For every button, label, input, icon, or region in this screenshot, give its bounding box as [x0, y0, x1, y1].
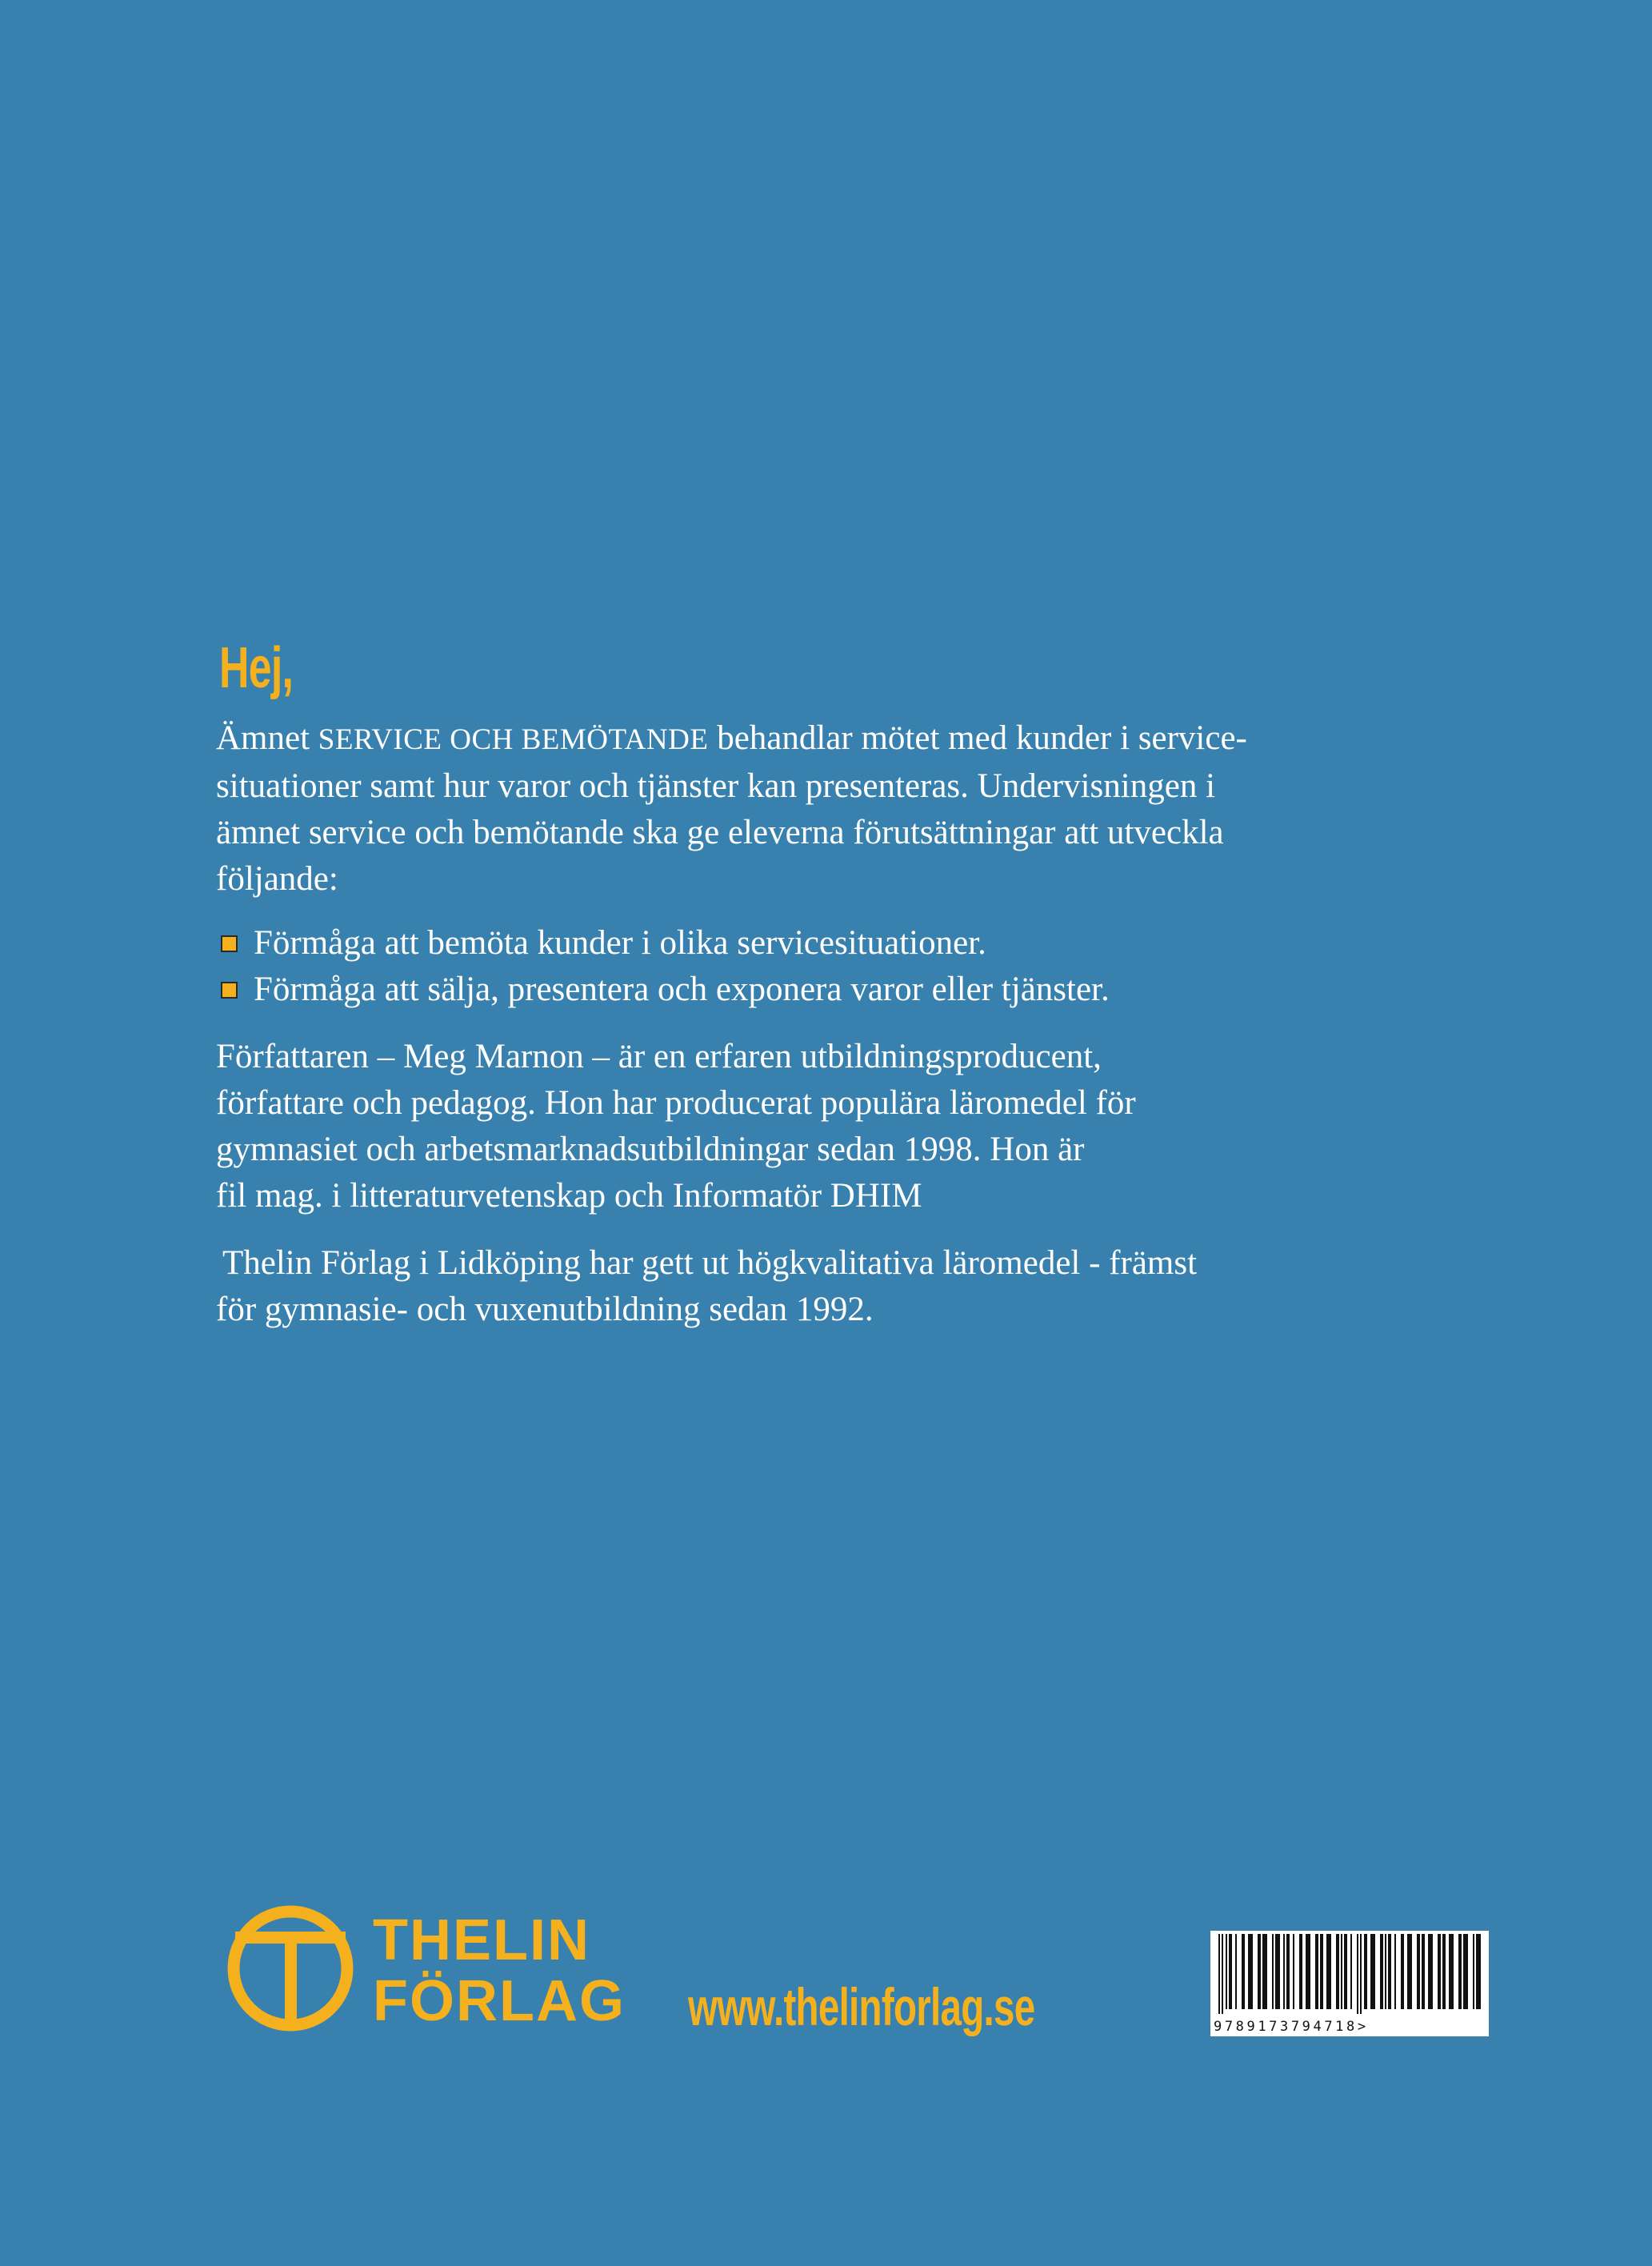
barcode-bar	[1473, 1934, 1474, 2009]
barcode-bar	[1449, 1934, 1454, 2009]
barcode-bar	[1350, 1934, 1352, 2009]
barcode-bar	[1258, 1934, 1261, 2009]
barcode-bar	[1286, 1934, 1290, 2009]
list-item-text: Förmåga att bemöta kunder i olika servicesituationer.	[254, 924, 986, 962]
list-item	[216, 967, 1464, 1013]
barcode-bar	[1407, 1934, 1412, 2009]
barcode-bar	[1428, 1934, 1433, 2009]
barcode-bar	[1229, 1934, 1232, 2009]
barcode-bar	[1370, 1934, 1375, 2009]
back-cover-text	[216, 632, 1464, 1333]
barcode-bar	[1463, 1934, 1468, 2009]
publisher-line1: Thelin Förlag i Lidköping har gett ut högkvalitativa läromedel - främst	[222, 1244, 1198, 1282]
barcode-bar	[1385, 1934, 1386, 2009]
barcode-bar	[1315, 1934, 1318, 2009]
list-item-text: Förmåga att sälja, presentera och exponera varor eller tjänster.	[254, 971, 1110, 1008]
barcode-bar	[1344, 1934, 1347, 2009]
barcode-bar	[1226, 1934, 1227, 2009]
author-line1: Författaren – Meg Marnon – är en erfaren utbildningsproducent,	[216, 1038, 1102, 1075]
author-line4: fil mag. i litteraturvetenskap och Informatör DHIM	[216, 1177, 922, 1215]
barcode-bar	[1442, 1934, 1446, 2009]
list-item	[216, 920, 1464, 967]
barcode-bar	[1380, 1934, 1383, 2009]
publisher-line2: för gymnasie- och vuxenutbildning sedan 1992.	[216, 1291, 874, 1328]
barcode-bar	[1235, 1934, 1237, 2009]
barcode-bar	[1458, 1934, 1462, 2009]
barcode-bar	[1283, 1934, 1285, 2009]
barcode-bar	[1341, 1934, 1342, 2009]
intro-line1-rest: behandlar mötet med kunder i service-	[708, 719, 1247, 757]
barcode-bar	[1438, 1934, 1441, 2009]
barcode-bar	[1360, 1934, 1362, 2014]
barcode-bar	[1422, 1934, 1425, 2009]
author-paragraph	[216, 1034, 1464, 1219]
author-line2: författare och pedagog. Hon har producerat populära läromedel för	[216, 1084, 1136, 1122]
barcode-bar	[1388, 1934, 1391, 2009]
barcode-bar	[1364, 1934, 1367, 2009]
logo-word-thelin: THELIN	[373, 1908, 590, 1972]
barcode-bar	[1262, 1934, 1267, 2009]
publisher-logo	[224, 1900, 648, 2036]
barcode-bar	[1476, 1934, 1481, 2009]
barcode-suffix: >	[1357, 2019, 1369, 2035]
barcode-bar	[1401, 1934, 1404, 2009]
barcode-digits	[1214, 2019, 1486, 2035]
t-circle-logo-icon	[234, 1912, 347, 2025]
subject-name: SERVICE OCH BEMÖTANDE	[318, 723, 709, 756]
bullet-square-icon	[221, 935, 238, 952]
isbn-barcode	[1210, 1931, 1489, 2036]
barcode-bar	[1306, 1934, 1310, 2009]
barcode-bars	[1210, 1931, 1489, 2014]
intro-line2: situationer samt hur varor och tjänster kan presenteras. Undervisningen i	[216, 767, 1216, 805]
barcode-bar	[1394, 1934, 1396, 2009]
barcode-number: 9789173794718	[1214, 2019, 1358, 2035]
barcode-bar	[1248, 1934, 1253, 2009]
barcode-bar	[1222, 1934, 1223, 2014]
greeting-heading: Hej,	[219, 636, 294, 700]
intro-line3: ämnet service och bemötande ska ge eleverna förutsättningar att utveckla	[216, 814, 1224, 851]
barcode-bar	[1272, 1934, 1274, 2009]
intro-line4: följande:	[216, 860, 338, 898]
intro-prefix: Ämnet	[216, 719, 318, 757]
barcode-bar	[1336, 1934, 1339, 2009]
barcode-bar	[1320, 1934, 1323, 2009]
website-link[interactable]: www.thelinforlag.se	[688, 1977, 1035, 2036]
barcode-bar	[1326, 1934, 1331, 2009]
barcode-bar	[1218, 1934, 1220, 2014]
barcode-bar	[1275, 1934, 1280, 2009]
barcode-bar	[1242, 1934, 1245, 2009]
bullet-square-icon	[221, 982, 238, 999]
skills-list	[216, 920, 1464, 1013]
logo-word-forlag: FÖRLAG	[373, 1969, 626, 2033]
barcode-bar	[1357, 1934, 1358, 2014]
author-line3: gymnasiet och arbetsmarknadsutbildningar sedan 1998. Hon är	[216, 1131, 1085, 1168]
barcode-bar	[1417, 1934, 1420, 2009]
publisher-paragraph	[216, 1240, 1464, 1333]
barcode-bar	[1299, 1934, 1302, 2009]
barcode-bar	[1293, 1934, 1294, 2009]
intro-paragraph	[216, 715, 1464, 903]
